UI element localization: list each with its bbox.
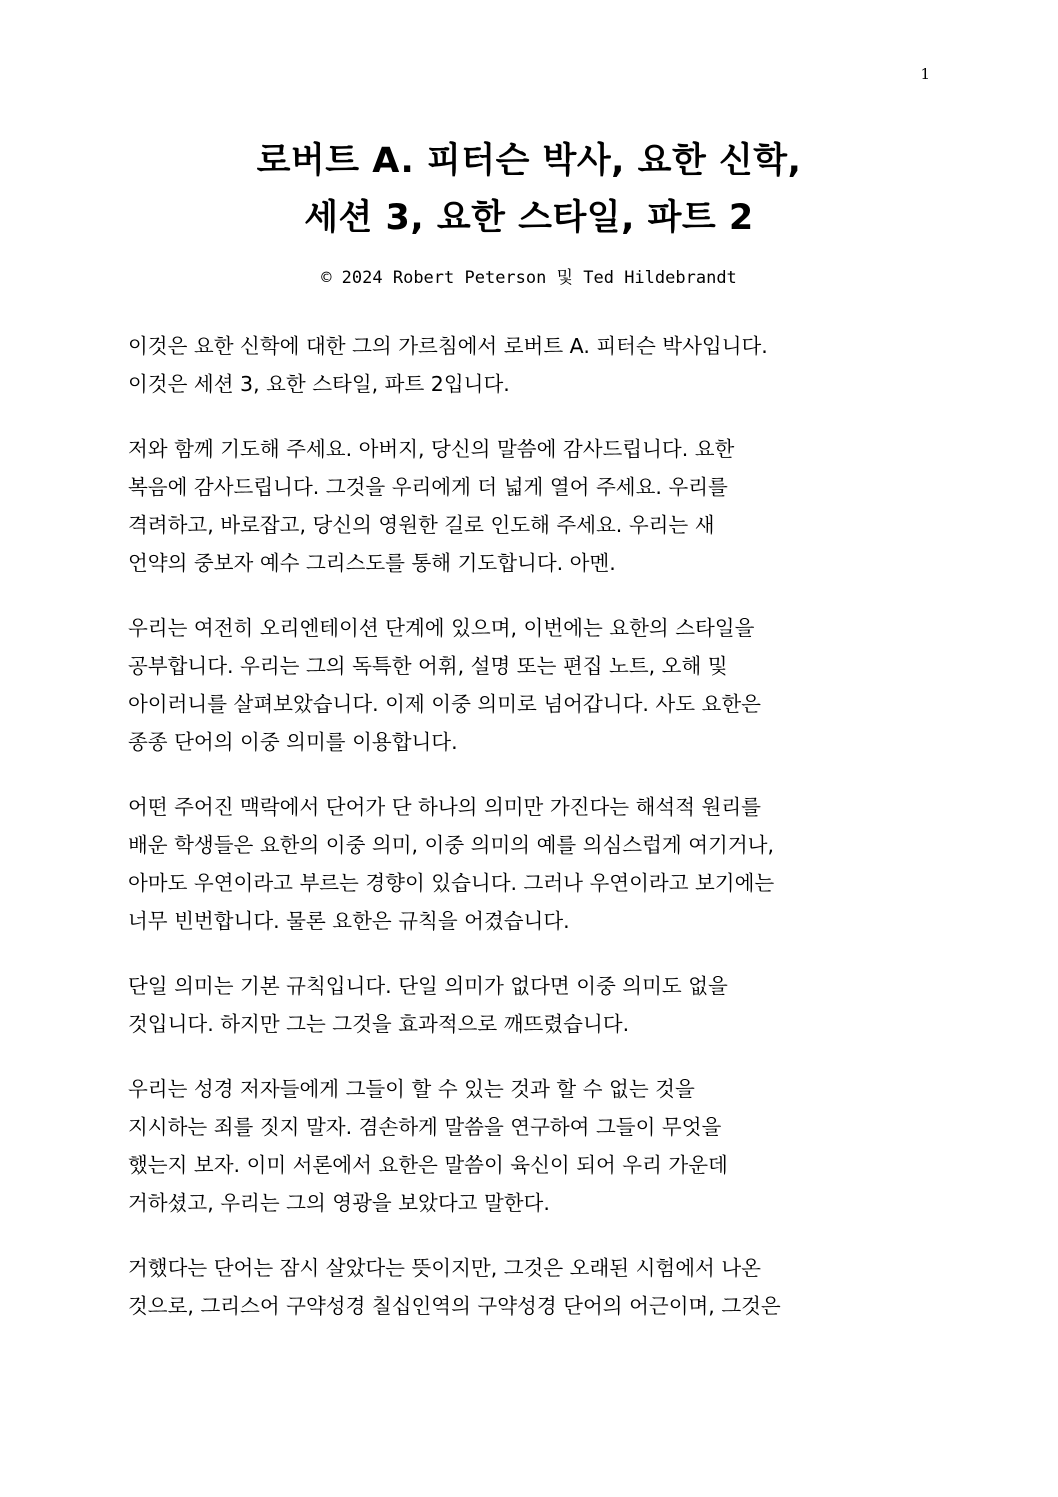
text-line: 너무 빈번합니다. 물론 요한은 규칙을 어겼습니다. — [128, 909, 570, 933]
paragraph — [128, 1070, 928, 1222]
copyright-notice: © 2024 Robert Peterson 및 Ted Hildebrandt — [321, 268, 737, 288]
text-line: 지시하는 죄를 짓지 말자. 겸손하게 말씀을 연구하여 그들이 무엇을 — [128, 1115, 722, 1139]
text-line: 배운 학생들은 요한의 이중 의미, 이중 의미의 예를 의심스럽게 여기거나, — [128, 833, 774, 857]
document-body — [128, 327, 928, 1352]
text-line: 종종 단어의 이중 의미를 이용합니다. — [128, 730, 458, 754]
text-line: 거했다는 단어는 잠시 살았다는 뜻이지만, 그것은 오래된 시험에서 나온 — [128, 1256, 761, 1280]
text-line: 어떤 주어진 맥락에서 단어가 단 하나의 의미만 가진다는 해석적 원리를 — [128, 795, 761, 819]
title-line: 로버트 A. 피터슨 박사, 요한 신학, — [256, 141, 802, 181]
paragraph — [128, 967, 928, 1043]
paragraph — [128, 1249, 928, 1325]
text-line: 했는지 보자. 이미 서론에서 요한은 말씀이 육신이 되어 우리 가운데 — [128, 1153, 728, 1177]
text-line: 저와 함께 기도해 주세요. 아버지, 당신의 말씀에 감사드립니다. 요한 — [128, 437, 735, 461]
paragraph — [128, 609, 928, 761]
text-line: 이것은 세션 3, 요한 스타일, 파트 2입니다. — [128, 372, 510, 396]
text-line: 이것은 요한 신학에 대한 그의 가르침에서 로버트 A. 피터슨 박사입니다. — [128, 334, 768, 358]
paragraph-prayer — [128, 430, 928, 582]
text-line: 복음에 감사드립니다. 그것을 우리에게 더 넓게 열어 주세요. 우리를 — [128, 475, 728, 499]
text-line: 공부합니다. 우리는 그의 독특한 어휘, 설명 또는 편집 노트, 오해 및 — [128, 654, 728, 678]
paragraph — [128, 788, 928, 940]
text-line: 우리는 여전히 오리엔테이션 단계에 있으며, 이번에는 요한의 스타일을 — [128, 616, 755, 640]
title-line: 세션 3, 요한 스타일, 파트 2 — [304, 198, 754, 238]
paragraph-intro — [128, 327, 928, 403]
text-line: 것입니다. 하지만 그는 그것을 효과적으로 깨뜨렸습니다. — [128, 1012, 630, 1036]
text-line: 아이러니를 살펴보았습니다. 이제 이중 의미로 넘어갑니다. 사도 요한은 — [128, 692, 761, 716]
text-line: 거하셨고, 우리는 그의 영광을 보았다고 말한다. — [128, 1191, 550, 1215]
text-line: 우리는 성경 저자들에게 그들이 할 수 있는 것과 할 수 없는 것을 — [128, 1077, 695, 1101]
text-line: 단일 의미는 기본 규칙입니다. 단일 의미가 없다면 이중 의미도 없을 — [128, 974, 728, 998]
text-line: 것으로, 그리스어 구약성경 칠십인역의 구약성경 단어의 어근이며, 그것은 — [128, 1294, 781, 1318]
text-line: 격려하고, 바로잡고, 당신의 영원한 길로 인도해 주세요. 우리는 새 — [128, 513, 715, 537]
page-number: 1 — [920, 65, 930, 83]
text-line: 언약의 중보자 예수 그리스도를 통해 기도합니다. 아멘. — [128, 551, 616, 575]
document-title — [0, 133, 1058, 247]
text-line: 아마도 우연이라고 부르는 경향이 있습니다. 그러나 우연이라고 보기에는 — [128, 871, 775, 895]
